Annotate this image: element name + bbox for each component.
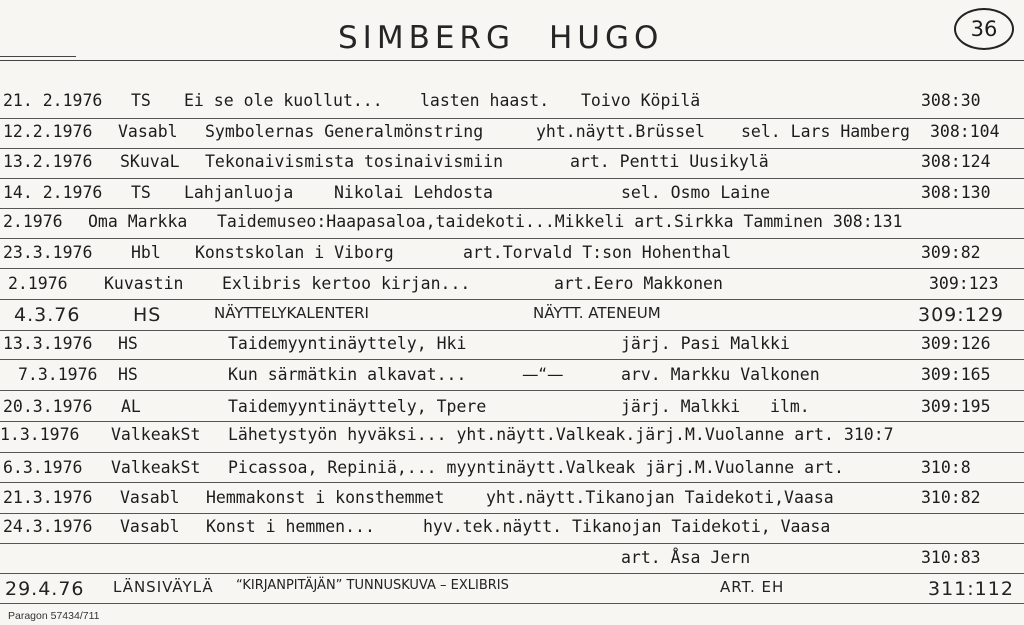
entry-source: ValkeakSt — [111, 425, 201, 444]
entry-source: Oma Markka — [88, 212, 188, 231]
entry-date: 2.1976 — [3, 212, 63, 231]
entry-source: Vasabl — [118, 122, 178, 141]
header-rule-short — [0, 56, 76, 57]
row-divider — [0, 573, 1024, 574]
name-second: HUGO — [548, 20, 664, 56]
entry-source: TS — [131, 183, 151, 202]
card-title — [338, 20, 663, 56]
entry-detail: yht.näytt.Brüssel — [536, 122, 705, 141]
entry-title: Kun särmätkin alkavat... — [228, 365, 467, 384]
header-rule — [0, 60, 1024, 61]
entry-detail: —“— — [522, 365, 564, 384]
list-item — [0, 458, 1024, 488]
row-divider — [0, 118, 1024, 119]
entry-date: 21.3.1976 — [3, 488, 93, 507]
entry-source: HS — [133, 304, 162, 326]
entry-detail: lasten haast. — [420, 91, 550, 110]
entry-credit: art.Eero Makkonen — [554, 274, 723, 293]
entry-ref: 309:165 — [921, 365, 991, 384]
entry-credit: sel. Osmo Laine — [621, 183, 771, 202]
entry-title: Konstskolan i Viborg — [195, 243, 394, 262]
entry-ref: 309:129 — [918, 304, 1004, 326]
row-divider — [0, 603, 1024, 604]
entry-date: 12.2.1976 — [3, 122, 93, 141]
entry-credit: art. Åsa Jern — [621, 548, 751, 567]
list-item — [0, 91, 1024, 121]
entry-source: ValkeakSt — [111, 458, 201, 477]
entry-detail: yht.näytt.Tikanojan Taidekoti,Vaasa — [486, 488, 834, 507]
card-number: 36 — [954, 8, 1014, 50]
entry-source: Vasabl — [120, 517, 180, 536]
entry-ref: 309:195 — [921, 397, 991, 416]
entry-date: 23.3.1976 — [3, 243, 93, 262]
entry-title: NÄYTTELYKALENTERI — [214, 304, 369, 322]
entry-title: Lahjanluoja — [184, 183, 294, 202]
row-divider — [0, 359, 1024, 360]
entry-credit: art. Pentti Uusikylä — [570, 152, 769, 171]
entry-title: Symbolernas Generalmönstring — [205, 122, 484, 141]
entry-source: HS — [118, 365, 138, 384]
entry-ref: 308:30 — [921, 91, 981, 110]
row-divider — [0, 208, 1024, 209]
entry-credit: art.Torvald T:son Hohenthal — [463, 243, 732, 262]
entry-title: Exlibris kertoo kirjan... — [222, 274, 471, 293]
list-item — [0, 425, 1024, 455]
entry-credit: ART. EH — [720, 578, 785, 596]
row-divider — [0, 268, 1024, 269]
row-divider — [0, 390, 1024, 391]
row-divider — [0, 148, 1024, 149]
entry-date: 1.3.1976 — [0, 425, 80, 444]
entry-ref: 308:130 — [921, 183, 991, 202]
entry-source: Vasabl — [120, 488, 180, 507]
entry-credit: järj. Malkki ilm. — [621, 397, 810, 416]
list-item — [0, 397, 1024, 427]
row-divider — [0, 543, 1024, 544]
entry-date: 13.3.1976 — [3, 334, 93, 353]
row-divider — [0, 421, 1024, 422]
entry-date: 13.2.1976 — [3, 152, 93, 171]
entry-source: Kuvastin — [104, 274, 184, 293]
entry-credit: sel. Lars Hamberg — [741, 122, 910, 141]
entry-detail: hyv.tek.näytt. Tikanojan Taidekoti, Vaasa — [423, 517, 831, 536]
entry-date: 24.3.1976 — [3, 517, 93, 536]
entry-ref: 308:104 — [930, 122, 1000, 141]
entry-ref: 309:123 — [929, 274, 999, 293]
entry-date: 2.1976 — [8, 274, 68, 293]
entry-credit: arv. Markku Valkonen — [621, 365, 820, 384]
entry-date: 20.3.1976 — [3, 397, 93, 416]
entry-title: Taidemuseo:Haapasaloa,taidekoti...Mikkeli art.Sirkka Tamminen 308:131 — [217, 212, 903, 231]
entry-date: 7.3.1976 — [18, 365, 98, 384]
row-divider — [0, 330, 1024, 331]
entry-credit: Toivo Köpilä — [581, 91, 701, 110]
entry-ref: 308:124 — [921, 152, 991, 171]
entry-title: “KIRJANPITÄJÄN” TUNNUSKUVA – EXLIBRIS — [236, 578, 509, 593]
entry-title: Taidemyyntinäyttely, Hki — [228, 334, 467, 353]
entry-title: Lähetystyön hyväksi... yht.näytt.Valkeak.järj.M.Vuolanne art. 310:7 — [228, 425, 894, 444]
entry-title: Ei se ole kuollut... — [184, 91, 383, 110]
entry-ref: 310:82 — [921, 488, 981, 507]
row-divider — [0, 299, 1024, 300]
entry-date: 21. 2.1976 — [3, 91, 103, 110]
row-divider — [0, 238, 1024, 239]
entry-ref: 311:112 — [928, 578, 1014, 600]
entry-credit: järj. Pasi Malkki — [621, 334, 790, 353]
entry-ref: 310:83 — [921, 548, 981, 567]
row-divider — [0, 513, 1024, 514]
row-divider — [0, 452, 1024, 453]
entry-source: TS — [131, 91, 151, 110]
entry-ref: 309:126 — [921, 334, 991, 353]
entry-date: 4.3.76 — [14, 304, 81, 326]
entry-source: HS — [118, 334, 138, 353]
entry-source: LÄNSIVÄYLÄ — [113, 578, 214, 596]
row-divider — [0, 178, 1024, 179]
entry-date: 14. 2.1976 — [3, 183, 103, 202]
entry-source: AL — [121, 397, 141, 416]
entry-source: Hbl — [131, 243, 161, 262]
entry-date: 29.4.76 — [5, 578, 85, 600]
entry-detail: Nikolai Lehdosta — [334, 183, 493, 202]
entry-ref: 309:82 — [921, 243, 981, 262]
entry-date: 6.3.1976 — [3, 458, 83, 477]
printer-imprint: Paragon 57434/711 — [8, 610, 100, 622]
row-divider — [0, 482, 1024, 483]
entry-title: Picassoa, Repiniä,... myyntinäytt.Valkeak järj.M.Vuolanne art. — [228, 458, 844, 477]
entry-source: SKuvaL — [120, 152, 180, 171]
entry-title: Tekonaivismista tosinaivismiin — [205, 152, 504, 171]
entry-ref: 310:8 — [921, 458, 971, 477]
entry-credit: NÄYTT. ATENEUM — [533, 304, 661, 322]
entry-title: Konst i hemmen... — [206, 517, 375, 536]
name-first: SIMBERG — [338, 20, 515, 56]
entry-title: Taidemyyntinäyttely, Tpere — [228, 397, 487, 416]
entry-title: Hemmakonst i konsthemmet — [206, 488, 445, 507]
